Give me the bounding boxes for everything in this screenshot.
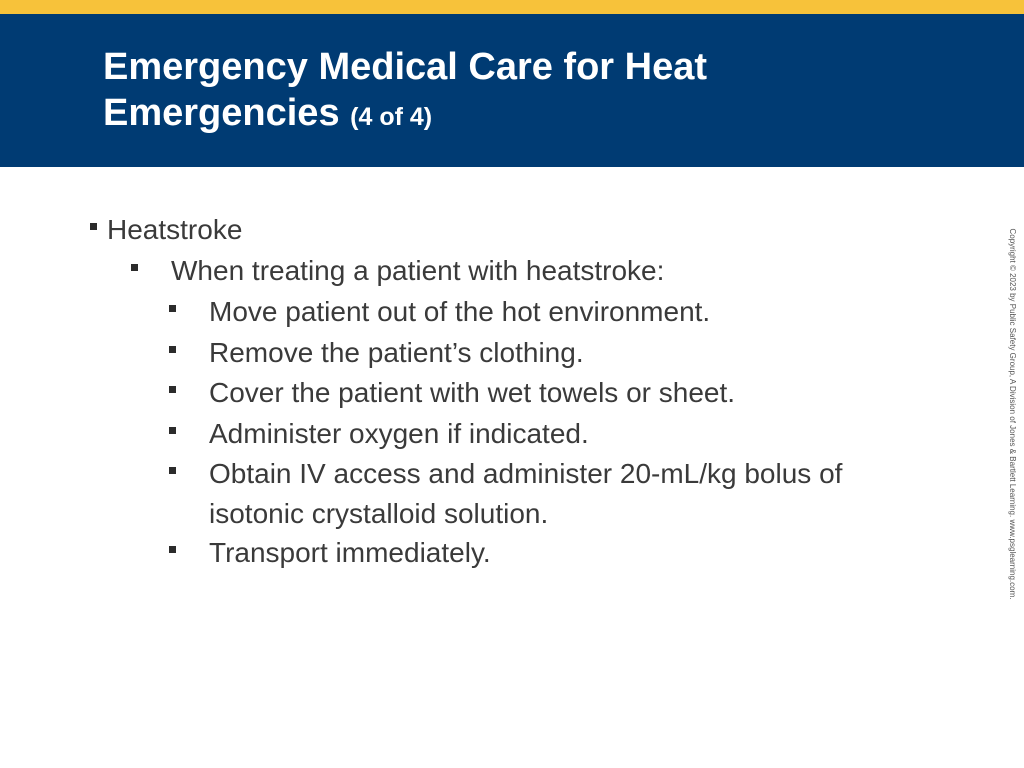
square-bullet-icon	[169, 427, 176, 434]
square-bullet-icon	[169, 386, 176, 393]
square-bullet-icon	[169, 546, 176, 553]
square-bullet-icon	[169, 305, 176, 312]
bullet-text: Obtain IV access and administer 20-mL/kg bolus of isotonic crystalloid solution.	[209, 458, 843, 529]
bullet-step	[209, 373, 929, 413]
bullet-treating-heatstroke	[171, 251, 664, 291]
bullet-text: Move patient out of the hot environment.	[209, 296, 711, 327]
bullet-step	[209, 333, 929, 373]
bullet-text: Administer oxygen if indicated.	[209, 418, 589, 449]
square-bullet-icon	[169, 467, 176, 474]
bullet-step	[209, 454, 929, 534]
copyright-notice: Copyright © 2023 by Public Safety Group, A Division of Jones & Bartlett Learning. www.psglearning.com.	[1008, 228, 1017, 600]
square-bullet-icon	[131, 264, 138, 271]
bullet-step	[209, 414, 929, 454]
bullet-text: Remove the patient’s clothing.	[209, 337, 584, 368]
bullet-text: When treating a patient with heatstroke:	[171, 255, 665, 286]
bullet-text: Cover the patient with wet towels or sheet.	[209, 377, 736, 408]
square-bullet-icon	[90, 223, 97, 230]
bullet-text: Heatstroke	[107, 214, 243, 245]
bullet-heatstroke	[107, 210, 242, 250]
slide-title-main: Emergency Medical Care for Heat Emergencies	[103, 46, 708, 134]
slide-title-suffix: (4 of 4)	[350, 103, 433, 131]
bullet-step	[209, 533, 929, 573]
square-bullet-icon	[169, 346, 176, 353]
bullet-text: Transport immediately.	[209, 537, 491, 568]
bullet-step	[209, 292, 929, 332]
